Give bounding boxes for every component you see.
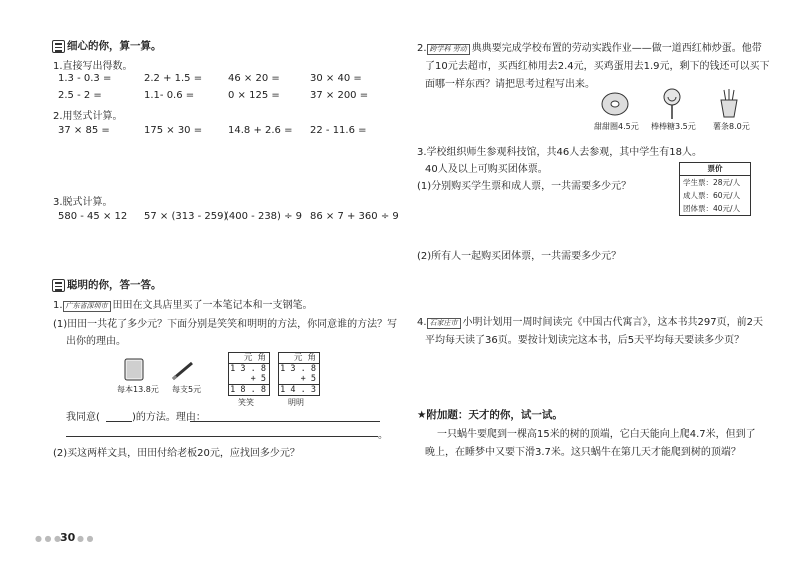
notebook-icon — [123, 356, 145, 382]
price-row: 成人票：60元/人 — [683, 191, 741, 200]
calc-row: + 5 — [229, 374, 269, 385]
r-q3-line2: 40人及以上可购买团体票。 — [425, 164, 548, 175]
section2-title: 聪明的你，答一答。 — [67, 279, 162, 291]
q1-item: 2.2 + 1.5 = — [144, 73, 203, 84]
xiaoxiao-calc — [228, 352, 270, 396]
r-q4-text1: 小明计划用一周时间读完《中国古代寓言》，这本书共297页，前2天 — [462, 317, 763, 328]
q2-item: 14.8 + 2.6 = — [228, 125, 293, 136]
bonus-line1: 一只蜗牛要爬到一棵高15米的树的顶端，它白天能向上爬4.7米，但到了 — [437, 429, 756, 440]
r-q4-line2: 平均每天读了36页。要按计划读完这本书，后5天平均每天要读多少页？ — [425, 335, 745, 346]
s2-q1-sub2: (2)买这两样文具，田田付给老板20元，应找回多少元？ — [53, 448, 300, 459]
q2-label: 2.用竖式计算。 — [53, 111, 123, 122]
notebook-price: 每本13.8元 — [117, 385, 159, 394]
xiaoxiao-name: 笑笑 — [238, 398, 254, 407]
q2-item: 22 - 11.6 = — [310, 125, 367, 136]
q1-item: 1.3 - 0.3 = — [58, 73, 112, 84]
q1-item: 30 × 40 = — [310, 73, 362, 84]
q1-item: 37 × 200 = — [310, 90, 369, 101]
q3-item: 86 × 7 + 360 ÷ 9 — [310, 211, 399, 222]
q3-item: (400 - 238) ÷ 9 — [225, 211, 303, 222]
page-dots-right: ● ● — [77, 534, 94, 543]
s2-q1-sub1-line2: 出你的理由。 — [66, 336, 126, 347]
price-title: 票价 — [680, 163, 750, 176]
r-q2-num: 2. — [417, 43, 427, 54]
r-q4-line1 — [417, 313, 763, 329]
bonus-line2: 晚上，在睡梦中又要下滑3.7米。这只蜗牛在第几天才能爬到树的顶端？ — [425, 447, 741, 458]
s2-q1-sub1-line1: (1)田田一共花了多少元？下面分别是笑笑和明明的方法，你同意谁的方法？写 — [53, 319, 398, 330]
fries-icon — [718, 88, 740, 118]
period-mark: 。 — [378, 430, 388, 441]
price-table — [679, 162, 751, 216]
calc-row: + 5 — [279, 374, 319, 385]
r-q2-text1: 典典要完成学校布置的劳动实践作业——做一道西红柿炒蛋。他带 — [471, 43, 762, 54]
mingming-calc — [278, 352, 320, 396]
section1-title: 细心的你，算一算。 — [67, 40, 162, 52]
reason-line-1[interactable] — [190, 421, 380, 422]
region-tag: 广东省深圳市 — [63, 301, 111, 312]
q2-item: 37 × 85 = — [58, 125, 110, 136]
q1-item: 46 × 20 = — [228, 73, 280, 84]
r-q4-num: 4. — [417, 317, 427, 328]
r-q2-line2: 了10元去超市，买西红柿用去2.4元，买鸡蛋用去1.9元，剩下的钱还可以买下 — [425, 61, 770, 72]
goods-label: 棒棒糖3.5元 — [651, 122, 696, 131]
q3-item: 57 × (313 - 259) — [144, 211, 228, 222]
q1-item: 0 × 125 = — [228, 90, 280, 101]
price-row: 学生票：28元/人 — [683, 178, 741, 187]
calc-result: 1 8 . 8 — [230, 385, 266, 395]
pen-icon — [170, 360, 196, 382]
page-dots-left: ● ● ● — [35, 534, 62, 543]
q3-item: 580 - 45 × 12 — [58, 211, 128, 222]
q1-item: 2.5 - 2 = — [58, 90, 102, 101]
q1-label: 1.直接写出得数。 — [53, 61, 133, 72]
s2-q1-line — [53, 296, 313, 312]
bonus-title: ★附加题：天才的你，试一试。 — [417, 409, 563, 421]
calc-row: 1 3 . 8 — [230, 364, 266, 374]
pen-price: 每支5元 — [172, 385, 202, 394]
section2-icon — [52, 279, 65, 292]
calc-header: 元 角 — [279, 353, 319, 364]
r-q3-line1: 3.学校组织师生参观科技馆，共46人去参观，其中学生有18人。 — [417, 147, 702, 158]
price-row: 团体票：40元/人 — [683, 204, 741, 213]
agree-mid: )的方法。理由： — [132, 412, 206, 423]
agree-blank[interactable] — [106, 421, 132, 422]
r-q2-line1 — [417, 39, 762, 55]
agree-prefix: 我同意( — [66, 412, 100, 423]
q1-item: 1.1- 0.6 = — [144, 90, 195, 101]
r-q2-line3: 面哪一样东西？请把思考过程写出来。 — [425, 79, 595, 90]
reason-line-2[interactable] — [66, 436, 378, 437]
page-number: 30 — [60, 531, 76, 544]
r-q3-sub2: (2)所有人一起购买团体票，一共需要多少元？ — [417, 251, 622, 262]
lollipop-icon — [662, 88, 682, 120]
subject-tag: 跨学科 劳动 — [427, 44, 470, 55]
region-tag: 石家庄市 — [427, 318, 461, 329]
section1-icon — [52, 40, 65, 53]
q3-label: 3.脱式计算。 — [53, 197, 113, 208]
r-q3-sub1: (1)分别购买学生票和成人票，一共需要多少元？ — [417, 181, 632, 192]
goods-label: 甜甜圈4.5元 — [594, 122, 639, 131]
mingming-name: 明明 — [288, 398, 304, 407]
calc-header: 元 角 — [229, 353, 269, 364]
q2-item: 175 × 30 = — [144, 125, 203, 136]
calc-row: 1 3 . 8 — [280, 364, 316, 374]
donut-icon — [600, 90, 630, 118]
s2-q1-text: 田田在文具店里买了一本笔记本和一支钢笔。 — [112, 300, 313, 311]
s2-q1-num: 1. — [53, 300, 63, 311]
goods-label: 薯条8.0元 — [713, 122, 750, 131]
calc-result: 1 4 . 3 — [280, 385, 316, 395]
